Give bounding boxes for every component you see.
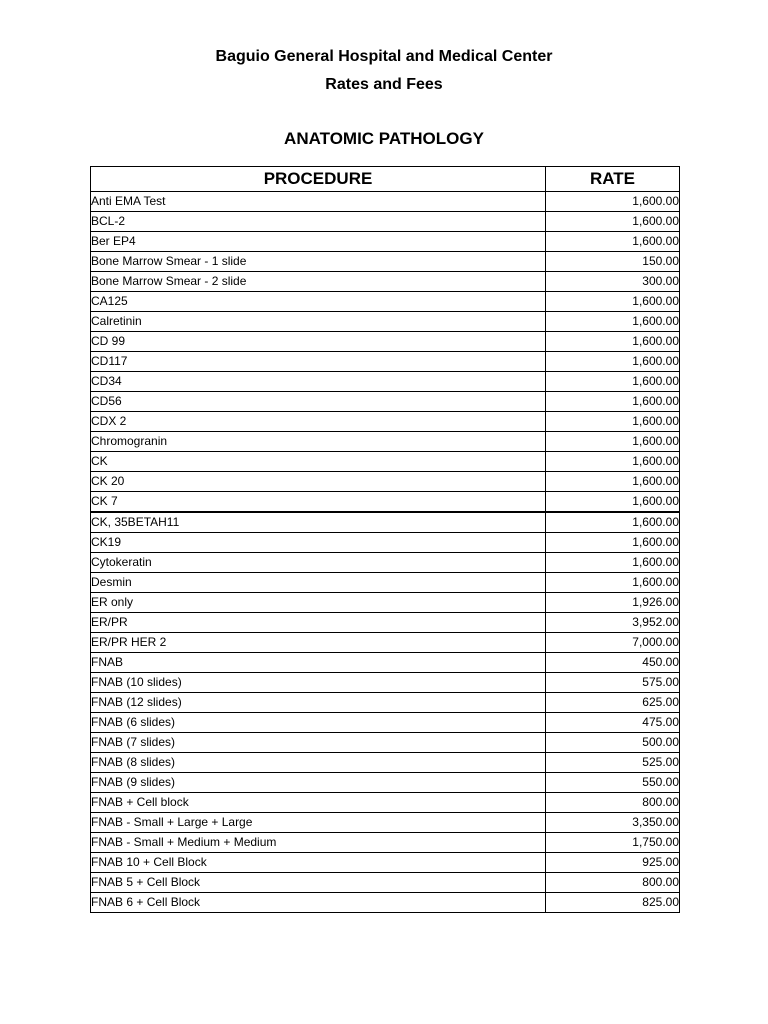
table-row [91,533,680,553]
table-row [91,332,680,352]
table-header-row [91,167,680,192]
table-row [91,432,680,452]
table-row [91,312,680,332]
table-row [91,352,680,372]
column-header-procedure: PROCEDURE [91,167,546,192]
rate-cell: 1,600.00 [546,312,680,332]
rate-cell: 1,926.00 [546,593,680,613]
rate-cell: 1,750.00 [546,833,680,853]
procedure-cell: BCL-2 [91,212,546,232]
table-row [91,713,680,733]
procedure-cell: FNAB (8 slides) [91,753,546,773]
table-row [91,392,680,412]
table-row [91,833,680,853]
rate-cell: 1,600.00 [546,412,680,432]
procedure-cell: FNAB - Small + Medium + Medium [91,833,546,853]
procedure-cell: Anti EMA Test [91,192,546,212]
rate-cell: 1,600.00 [546,452,680,472]
rate-cell: 1,600.00 [546,232,680,252]
procedure-cell: Bone Marrow Smear - 2 slide [91,272,546,292]
procedure-cell: Bone Marrow Smear - 1 slide [91,252,546,272]
procedure-cell: Ber EP4 [91,232,546,252]
table-row [91,292,680,312]
procedure-cell: CDX 2 [91,412,546,432]
table-row [91,472,680,492]
section-title: ANATOMIC PATHOLOGY [284,129,484,148]
procedure-cell: CA125 [91,292,546,312]
rate-cell: 300.00 [546,272,680,292]
procedure-cell: CD56 [91,392,546,412]
rate-cell: 1,600.00 [546,352,680,372]
procedure-cell: CD 99 [91,332,546,352]
rate-cell: 1,600.00 [546,192,680,212]
procedure-cell: CD34 [91,372,546,392]
rate-cell: 925.00 [546,853,680,873]
procedure-cell: FNAB [91,653,546,673]
rate-cell: 800.00 [546,873,680,893]
document-subtitle: Rates and Fees [325,76,443,93]
table-row [91,553,680,573]
table-row [91,753,680,773]
procedure-cell: ER/PR HER 2 [91,633,546,653]
procedure-cell: CK 20 [91,472,546,492]
procedure-cell: Desmin [91,573,546,593]
procedure-cell: Cytokeratin [91,553,546,573]
procedure-cell: FNAB 10 + Cell Block [91,853,546,873]
table-row [91,412,680,432]
rate-cell: 3,952.00 [546,613,680,633]
table-row [91,633,680,653]
procedure-cell: FNAB + Cell block [91,793,546,813]
procedure-cell: CD117 [91,352,546,372]
rate-cell: 1,600.00 [546,512,680,533]
rates-table [90,166,680,913]
procedure-cell: CK 7 [91,492,546,513]
table-row [91,252,680,272]
procedure-cell: FNAB (7 slides) [91,733,546,753]
procedure-cell: FNAB - Small + Large + Large [91,813,546,833]
rate-cell: 1,600.00 [546,392,680,412]
table-row [91,573,680,593]
table-row [91,893,680,913]
rate-cell: 7,000.00 [546,633,680,653]
rate-cell: 150.00 [546,252,680,272]
rate-cell: 3,350.00 [546,813,680,833]
rate-cell: 550.00 [546,773,680,793]
rate-cell: 1,600.00 [546,332,680,352]
table-row [91,372,680,392]
hospital-name: Baguio General Hospital and Medical Center [215,48,553,65]
table-row [91,512,680,533]
rate-cell: 1,600.00 [546,292,680,312]
rate-cell: 1,600.00 [546,573,680,593]
rate-cell: 1,600.00 [546,533,680,553]
procedure-cell: FNAB (9 slides) [91,773,546,793]
procedure-cell: FNAB 6 + Cell Block [91,893,546,913]
procedure-cell: FNAB (12 slides) [91,693,546,713]
rate-cell: 625.00 [546,693,680,713]
rate-cell: 475.00 [546,713,680,733]
table-row [91,813,680,833]
procedure-cell: CK [91,452,546,472]
procedure-cell: Calretinin [91,312,546,332]
procedure-cell: FNAB (10 slides) [91,673,546,693]
rate-cell: 1,600.00 [546,372,680,392]
table-row [91,492,680,513]
table-row [91,232,680,252]
table-body [91,192,680,913]
table-row [91,793,680,813]
table-row [91,452,680,472]
rate-cell: 500.00 [546,733,680,753]
table-row [91,873,680,893]
table-row [91,673,680,693]
procedure-cell: ER/PR [91,613,546,633]
table-row [91,192,680,212]
rate-cell: 825.00 [546,893,680,913]
rate-cell: 1,600.00 [546,432,680,452]
column-header-rate: RATE [546,167,680,192]
table-row [91,593,680,613]
table-row [91,773,680,793]
table-row [91,272,680,292]
table-row [91,733,680,753]
table-row [91,653,680,673]
procedure-cell: CK19 [91,533,546,553]
rate-cell: 1,600.00 [546,553,680,573]
rate-cell: 525.00 [546,753,680,773]
rate-cell: 575.00 [546,673,680,693]
rate-cell: 800.00 [546,793,680,813]
table-row [91,853,680,873]
procedure-cell: CK, 35BETAH11 [91,512,546,533]
procedure-cell: FNAB 5 + Cell Block [91,873,546,893]
rate-cell: 1,600.00 [546,472,680,492]
table-row [91,212,680,232]
procedure-cell: Chromogranin [91,432,546,452]
rate-cell: 1,600.00 [546,492,680,513]
procedure-cell: ER only [91,593,546,613]
rate-cell: 450.00 [546,653,680,673]
table-row [91,693,680,713]
procedure-cell: FNAB (6 slides) [91,713,546,733]
table-row [91,613,680,633]
rate-cell: 1,600.00 [546,212,680,232]
